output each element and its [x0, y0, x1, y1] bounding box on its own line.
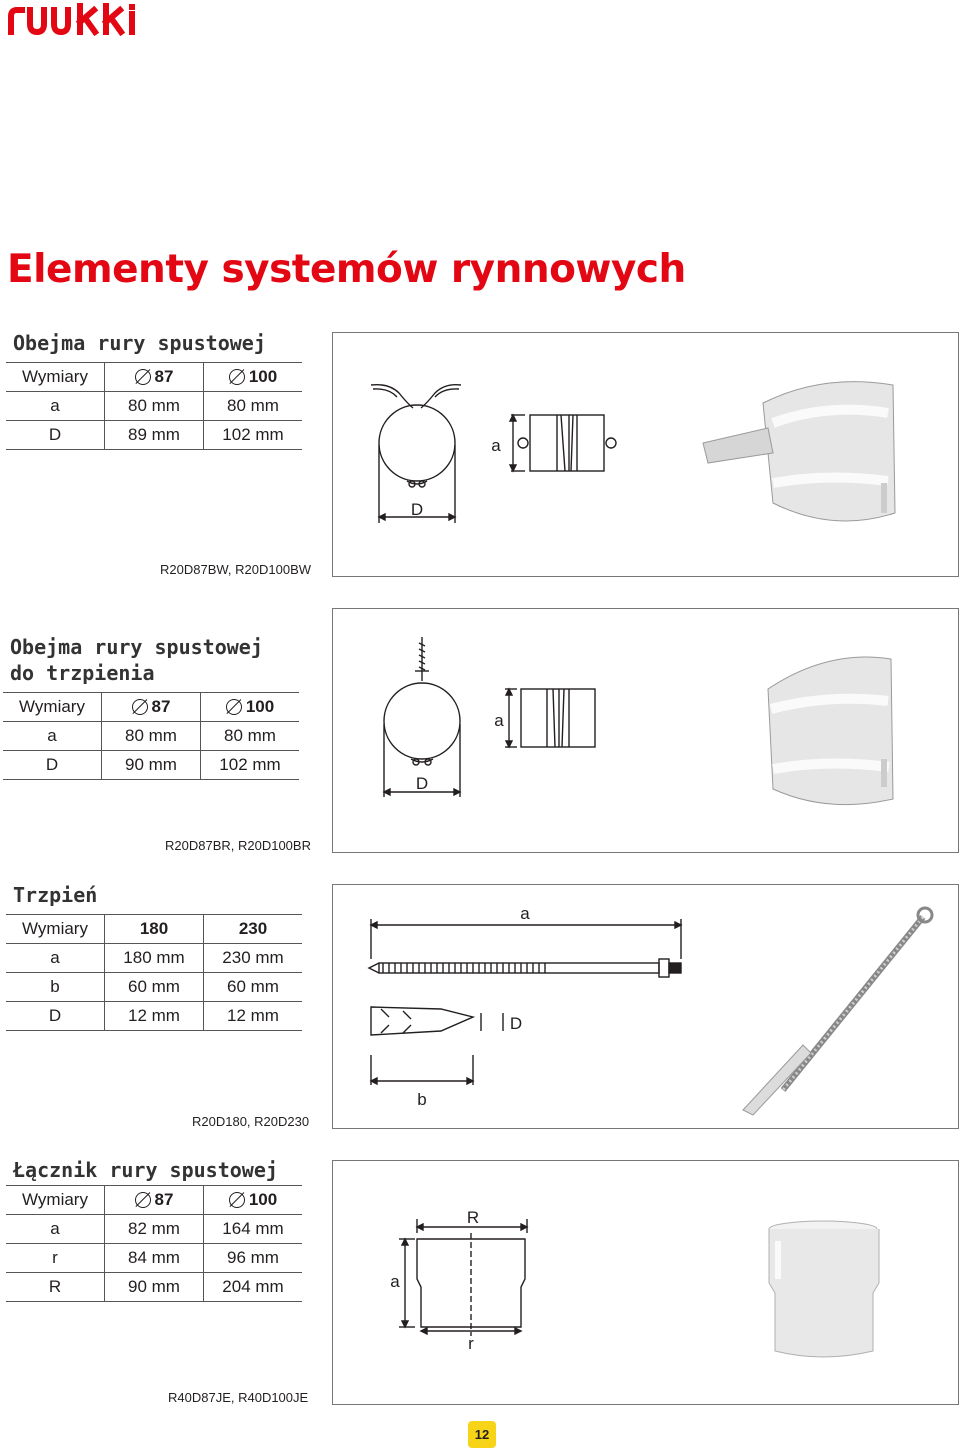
bracket-clamp-technical-drawing: [333, 609, 958, 852]
diameter-icon: [229, 1192, 245, 1208]
table-cell: 82 mm: [105, 1215, 204, 1244]
table-row: [6, 944, 302, 973]
section-title-clamp: [13, 330, 266, 356]
header-value: 230: [238, 919, 268, 938]
drawing-panel-connector: [332, 1160, 959, 1405]
diameter-icon: [135, 369, 151, 385]
header-cell: [105, 915, 204, 944]
diameter-icon: [135, 1192, 151, 1208]
dim-label: b: [417, 1090, 427, 1109]
header-cell: [204, 363, 303, 392]
table-header-row: [6, 363, 302, 392]
table-cell: 12 mm: [204, 1002, 303, 1031]
drawing-panel-bracket: [332, 884, 959, 1129]
table-cell: 96 mm: [204, 1244, 303, 1273]
spec-table-clamp: [6, 362, 302, 450]
header-cell: [102, 693, 201, 722]
table-cell: R: [6, 1273, 105, 1302]
clamp-product-illustration: [703, 382, 895, 521]
bracket-clamp-product-illustration: [768, 657, 893, 805]
header-value: 87: [151, 697, 171, 716]
dim-label: a: [491, 436, 501, 455]
bracket-technical-drawing: [333, 885, 958, 1128]
table-cell: 12 mm: [105, 1002, 204, 1031]
dim-label: D: [415, 774, 429, 793]
table-row: [6, 973, 302, 1002]
header-cell: [204, 1186, 303, 1215]
table-row: [6, 421, 302, 450]
header-cell: [204, 915, 303, 944]
header-value: 87: [154, 1190, 174, 1209]
table-cell: 230 mm: [204, 944, 303, 973]
table-cell: D: [6, 1002, 105, 1031]
table-cell: 102 mm: [201, 751, 300, 780]
table-cell: a: [6, 944, 105, 973]
spec-table-bracket: [6, 914, 302, 1031]
dim-label: a: [390, 1272, 400, 1291]
header-cell: Wymiary: [6, 363, 105, 392]
header-cell: Wymiary: [6, 1186, 105, 1215]
connector-technical-drawing: [333, 1161, 958, 1404]
table-cell: 204 mm: [204, 1273, 303, 1302]
bracket-product-illustration: [743, 908, 932, 1115]
product-codes: R40D87JE, R40D100JE: [168, 1390, 309, 1405]
page-title: Elementy systemów rynnowych: [7, 247, 686, 292]
table-cell: a: [6, 1215, 105, 1244]
connector-product-illustration: [769, 1221, 879, 1357]
header-cell: [105, 363, 204, 392]
table-cell: 80 mm: [105, 392, 204, 421]
section-title-bracket-clamp: [10, 634, 263, 686]
header-value: 87: [154, 367, 174, 386]
table-cell: 80 mm: [201, 722, 300, 751]
table-cell: b: [6, 973, 105, 1002]
table-row: [3, 722, 299, 751]
header-value: 100: [248, 1190, 278, 1209]
diameter-icon: [229, 369, 245, 385]
diameter-icon: [226, 699, 242, 715]
table-header-row: [6, 915, 302, 944]
table-cell: 90 mm: [102, 751, 201, 780]
table-header-row: [6, 1186, 302, 1215]
table-row: [6, 1215, 302, 1244]
header-value: 100: [245, 697, 275, 716]
product-codes: R20D87BR, R20D100BR: [165, 838, 311, 853]
product-codes: R20D180, R20D230: [192, 1114, 310, 1129]
header-cell: [201, 693, 300, 722]
table-cell: D: [3, 751, 102, 780]
dim-label: R: [466, 1208, 480, 1227]
header-cell: [105, 1186, 204, 1215]
section-title-bracket: [13, 882, 97, 908]
dim-label: a: [494, 711, 504, 730]
table-cell: 89 mm: [105, 421, 204, 450]
table-row: [6, 392, 302, 421]
table-cell: 90 mm: [105, 1273, 204, 1302]
section-title-line: Trzpień: [13, 883, 98, 907]
table-row: [6, 1273, 302, 1302]
table-cell: 60 mm: [105, 973, 204, 1002]
section-title-line: Obejma rury spustowej: [10, 635, 263, 659]
header-cell: Wymiary: [6, 915, 105, 944]
table-header-row: [3, 693, 299, 722]
table-cell: 80 mm: [102, 722, 201, 751]
dim-label: D: [509, 1014, 523, 1033]
drawing-panel-bracket-clamp: [332, 608, 959, 853]
table-cell: 60 mm: [204, 973, 303, 1002]
table-cell: 180 mm: [105, 944, 204, 973]
table-cell: 80 mm: [204, 392, 303, 421]
product-codes: R20D87BW, R20D100BW: [160, 562, 312, 577]
header-value: 100: [248, 367, 278, 386]
spec-table-connector: [6, 1185, 302, 1302]
drawing-panel-clamp: [332, 332, 959, 577]
page-number-badge: 12: [468, 1421, 496, 1448]
dim-label: r: [468, 1334, 474, 1353]
table-cell: 164 mm: [204, 1215, 303, 1244]
section-title-line: Obejma rury spustowej: [13, 331, 266, 355]
table-cell: r: [6, 1244, 105, 1273]
dim-label: a: [520, 904, 530, 923]
header-cell: Wymiary: [3, 693, 102, 722]
table-cell: a: [3, 722, 102, 751]
table-row: [6, 1244, 302, 1273]
table-cell: 84 mm: [105, 1244, 204, 1273]
section-title-line: Łącznik rury spustowej: [13, 1158, 278, 1182]
dim-label: D: [410, 500, 424, 519]
section-title-line: do trzpienia: [10, 661, 155, 685]
table-cell: D: [6, 421, 105, 450]
table-row: [3, 751, 299, 780]
table-row: [6, 1002, 302, 1031]
header-value: 180: [139, 919, 169, 938]
diameter-icon: [132, 699, 148, 715]
clamp-technical-drawing: [333, 333, 958, 576]
section-title-connector: [13, 1157, 278, 1183]
ruukki-logo: [6, 2, 156, 38]
table-cell: a: [6, 392, 105, 421]
table-cell: 102 mm: [204, 421, 303, 450]
spec-table-bracket-clamp: [3, 692, 299, 780]
